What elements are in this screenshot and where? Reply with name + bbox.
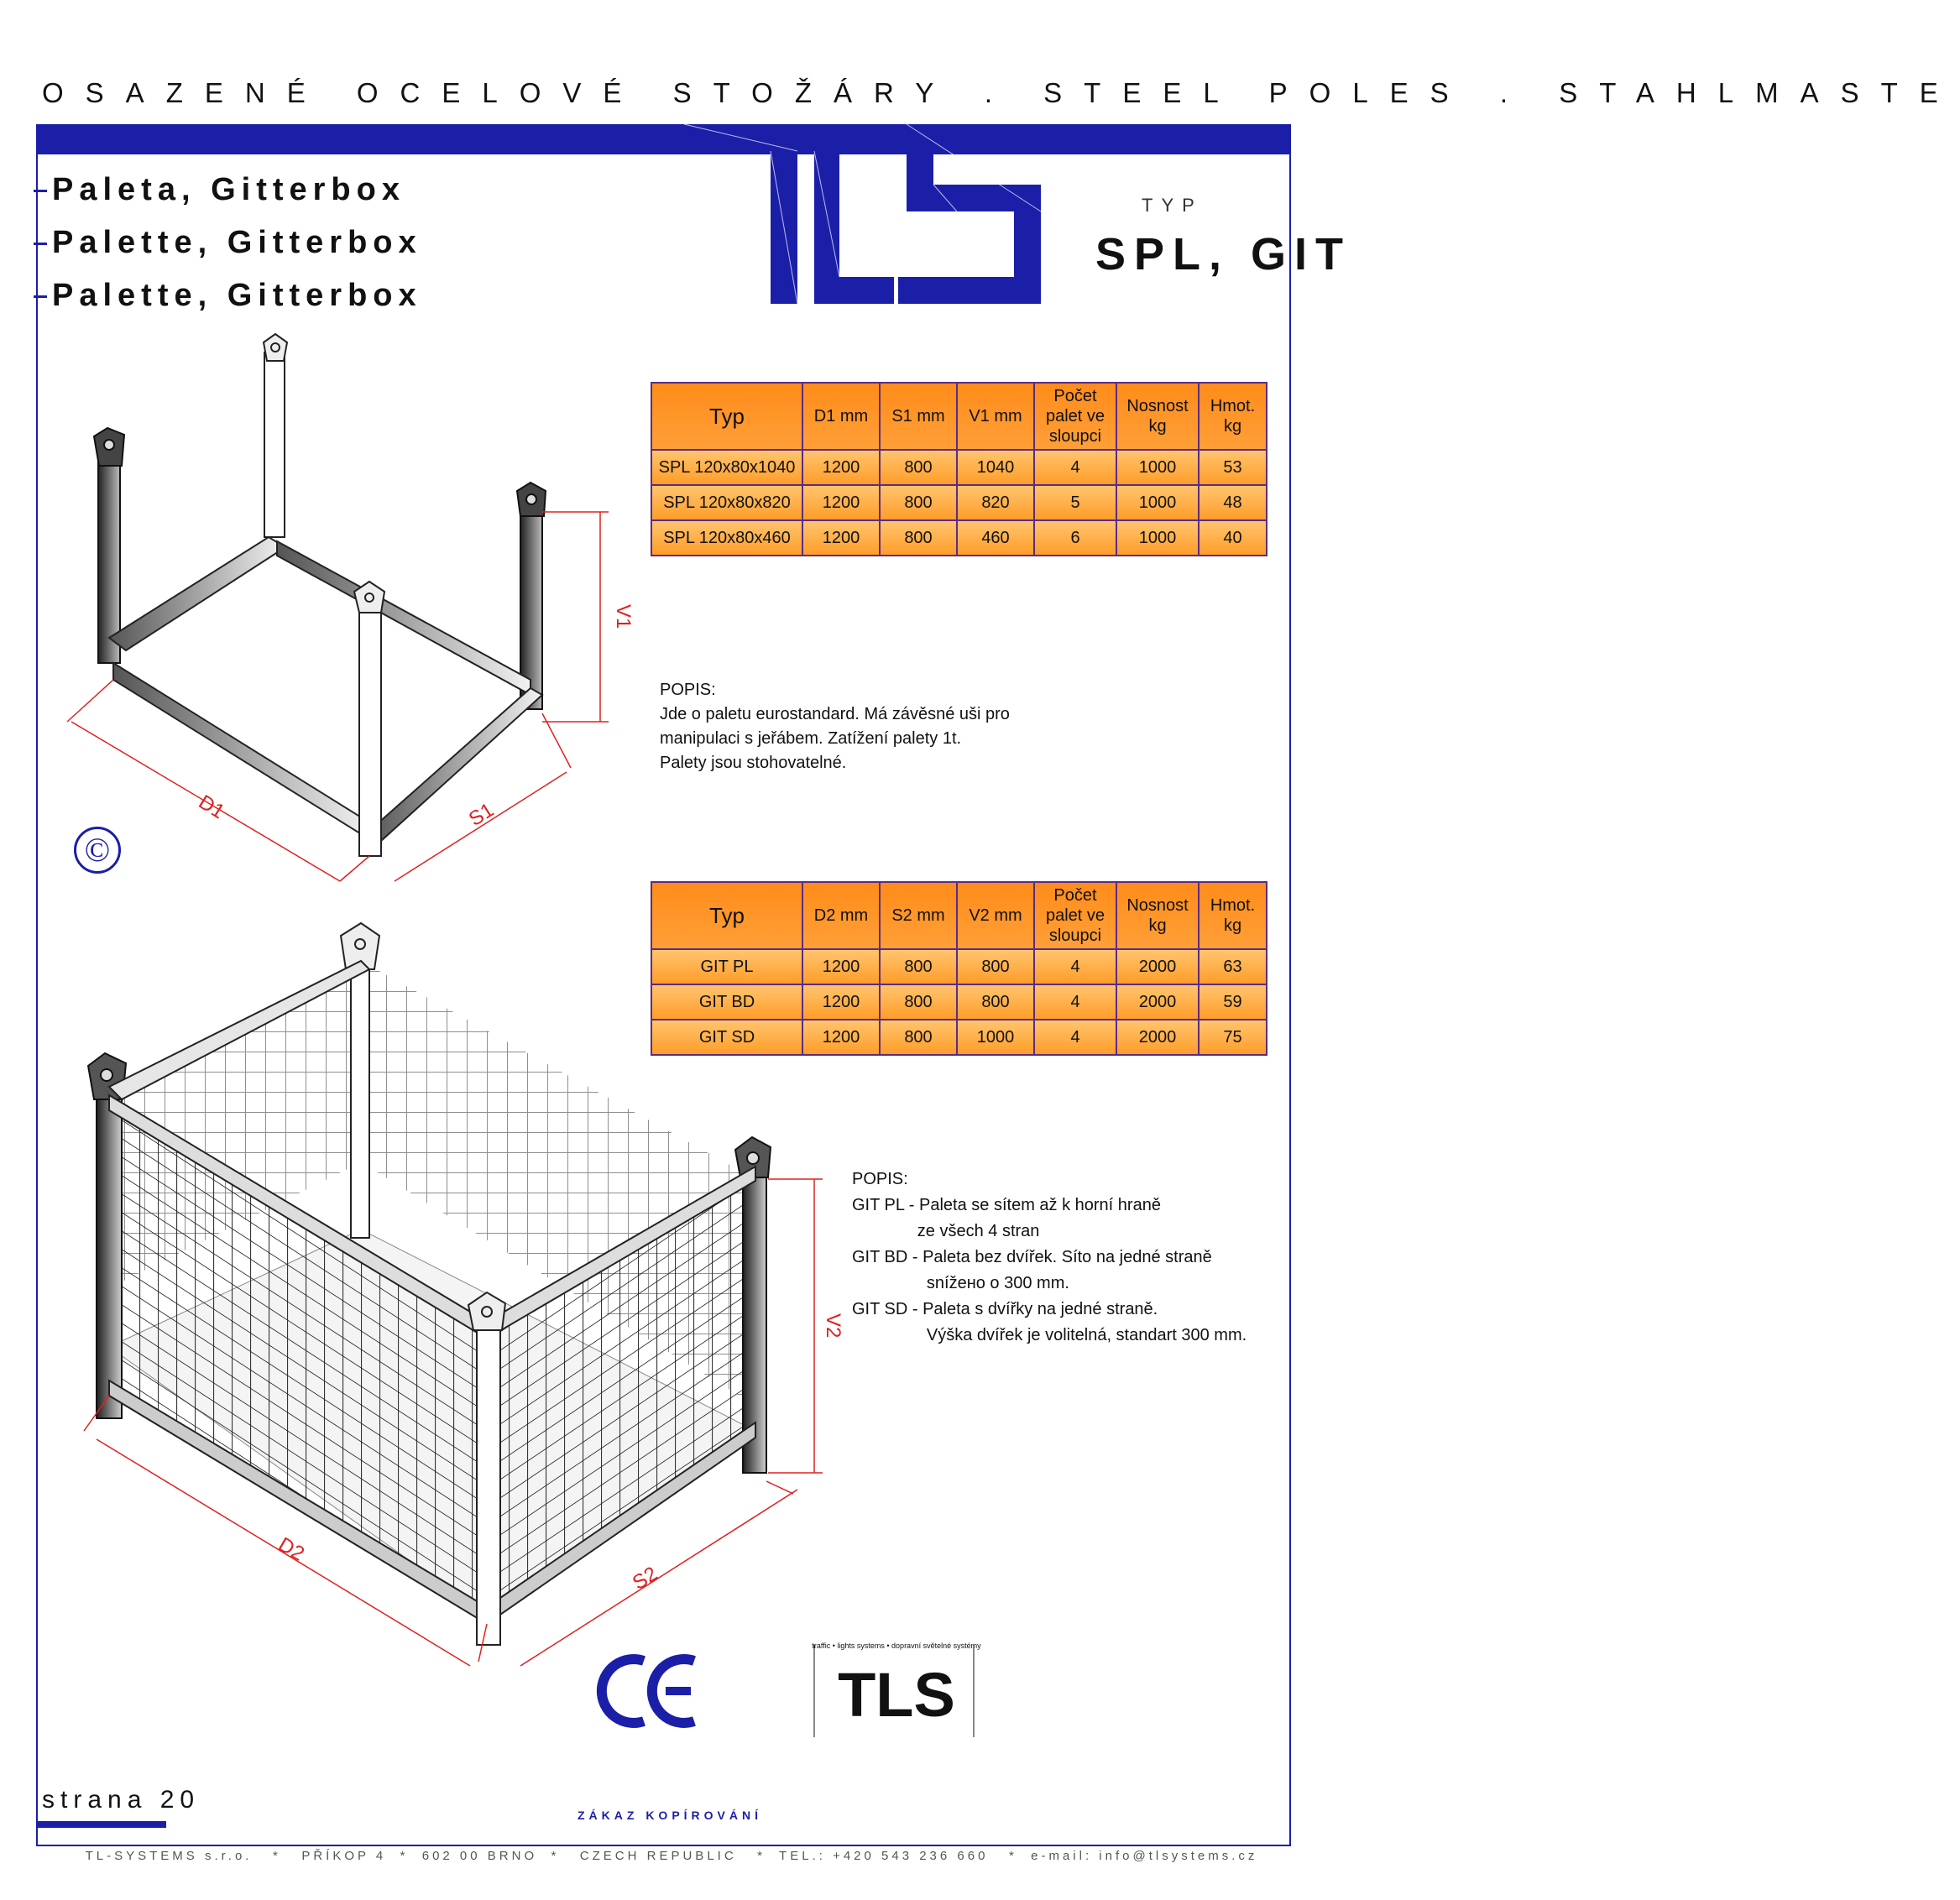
table-cell: SPL 120x80x460	[651, 520, 802, 556]
description-title: POPIS:	[660, 681, 716, 699]
description-spl	[660, 678, 1010, 775]
description-title: POPIS:	[852, 1170, 908, 1188]
table-cell: 800	[880, 984, 957, 1020]
table-cell: 1200	[802, 1020, 880, 1055]
table-cell: 48	[1199, 485, 1267, 520]
column-header: Počet palet ve sloupci	[1034, 383, 1116, 450]
table-cell: 59	[1199, 984, 1267, 1020]
copy-notice: ZÁKAZ KOPÍROVÁNÍ	[578, 1809, 762, 1822]
table-cell: 1000	[1116, 485, 1199, 520]
subtitle-de: Palette, Gitterbox	[34, 225, 422, 278]
table-cell: 1200	[802, 485, 880, 520]
table-cell: SPL 120x80x1040	[651, 450, 802, 485]
tls-logo	[672, 107, 1041, 315]
table-cell: 1000	[1116, 520, 1199, 556]
table-cell: 460	[957, 520, 1034, 556]
page-number: strana 20	[42, 1786, 201, 1814]
svg-text:TLS: TLS	[672, 107, 697, 121]
table-cell: 4	[1034, 450, 1116, 485]
table-cell: 800	[880, 949, 957, 984]
table-cell: 75	[1199, 1020, 1267, 1055]
table-cell: GIT PL	[651, 949, 802, 984]
description-line: manipulaci s jeřábem. Zatížení palety 1t.	[660, 729, 962, 748]
footer-contact: TL-SYSTEMS s.r.o. * PŘÍKOP 4 * 602 00 BRNO * CZECH REPUBLIC * TEL.: +420 543 236 660 * e-mail: info@tlsystems.cz	[85, 1849, 1258, 1863]
table-cell: GIT BD	[651, 984, 802, 1020]
table-cell: 1000	[1116, 450, 1199, 485]
table-cell: 4	[1034, 949, 1116, 984]
subtitle-cz: Paleta, Gitterbox	[34, 172, 422, 225]
table-cell: 2000	[1116, 1020, 1199, 1055]
table-cell: 1200	[802, 984, 880, 1020]
dimension-v1: V1	[612, 604, 635, 629]
column-header: Nosnost kg	[1116, 882, 1199, 949]
spl-spec-table	[651, 382, 1267, 556]
table-cell: 1200	[802, 949, 880, 984]
column-header: Hmot. kg	[1199, 383, 1267, 450]
dimension-d1: D1	[194, 791, 229, 824]
description-line: Výška dvířek je volitelná, standart 300 mm.	[852, 1326, 1247, 1344]
table-cell: 63	[1199, 949, 1267, 984]
table-cell: 1200	[802, 520, 880, 556]
description-line: Palety jsou stohovatelné.	[660, 754, 847, 772]
type-value: SPL, GIT	[1095, 229, 1352, 279]
table-cell: 800	[880, 1020, 957, 1055]
table-cell: 2000	[1116, 949, 1199, 984]
table-cell: 2000	[1116, 984, 1199, 1020]
table-cell: 53	[1199, 450, 1267, 485]
description-git	[852, 1167, 1247, 1349]
description-line: GIT PL - Paleta se sítem až k horní hraně	[852, 1196, 1161, 1214]
dimension-v2: V2	[822, 1313, 844, 1339]
column-header: D1 mm	[802, 383, 880, 450]
table-cell: 800	[957, 949, 1034, 984]
column-header: Počet palet ve sloupci	[1034, 882, 1116, 949]
table-row	[651, 485, 1267, 520]
spl-pallet-drawing	[50, 327, 638, 881]
table-row	[651, 450, 1267, 485]
column-header: Typ	[651, 383, 802, 450]
column-header: Hmot. kg	[1199, 882, 1267, 949]
subtitle-en: Palette, Gitterbox	[34, 278, 422, 331]
dimension-s2: S2	[628, 1562, 662, 1595]
table-cell: 5	[1034, 485, 1116, 520]
page-number-underline	[36, 1821, 166, 1828]
dimension-s1: S1	[464, 798, 499, 832]
table-cell: 6	[1034, 520, 1116, 556]
table-cell: 800	[880, 450, 957, 485]
column-header: V2 mm	[957, 882, 1034, 949]
column-header: V1 mm	[957, 383, 1034, 450]
page-header-title: OSAZENÉ OCELOVÉ STOŽÁRY . STEEL POLES . STAHLMASTE	[42, 77, 1960, 108]
table-cell: GIT SD	[651, 1020, 802, 1055]
table-cell: SPL 120x80x820	[651, 485, 802, 520]
table-cell: 4	[1034, 1020, 1116, 1055]
svg-text:TLS: TLS	[838, 1660, 955, 1730]
copyright-mark: ©	[74, 827, 121, 874]
svg-text:CE: CE	[600, 1638, 619, 1652]
description-line: GIT BD - Paleta bez dvířek. Síto na jedné straně	[852, 1248, 1212, 1266]
subtitle-group	[34, 172, 422, 331]
column-header: Typ	[651, 882, 802, 949]
svg-text:traffic • lights systems • dop: traffic • lights systems • dopravní světelné systémy	[812, 1642, 981, 1650]
description-line: snížено o 300 mm.	[852, 1274, 1069, 1292]
type-label: TYP	[1142, 195, 1203, 216]
dimension-d2: D2	[274, 1532, 309, 1566]
description-line: ze všech 4 stran	[852, 1222, 1040, 1240]
table-cell: 800	[880, 485, 957, 520]
description-line: GIT SD - Paleta s dvířky na jedné straně.	[852, 1300, 1158, 1318]
column-header: D2 mm	[802, 882, 880, 949]
table-cell: 1000	[957, 1020, 1034, 1055]
table-cell: 800	[880, 520, 957, 556]
tls-small-logo	[806, 1636, 986, 1746]
column-header: S2 mm	[880, 882, 957, 949]
table-cell: 1200	[802, 450, 880, 485]
table-cell: 4	[1034, 984, 1116, 1020]
table-header-row	[651, 383, 1267, 450]
column-header: S1 mm	[880, 383, 957, 450]
column-header: Nosnost kg	[1116, 383, 1199, 450]
table-row	[651, 520, 1267, 556]
ce-mark-icon	[600, 1638, 701, 1733]
table-cell: 1040	[957, 450, 1034, 485]
table-cell: 40	[1199, 520, 1267, 556]
description-line: Jde o paletu eurostandard. Má závěsné uši pro	[660, 705, 1010, 723]
table-cell: 800	[957, 984, 1034, 1020]
table-cell: 820	[957, 485, 1034, 520]
